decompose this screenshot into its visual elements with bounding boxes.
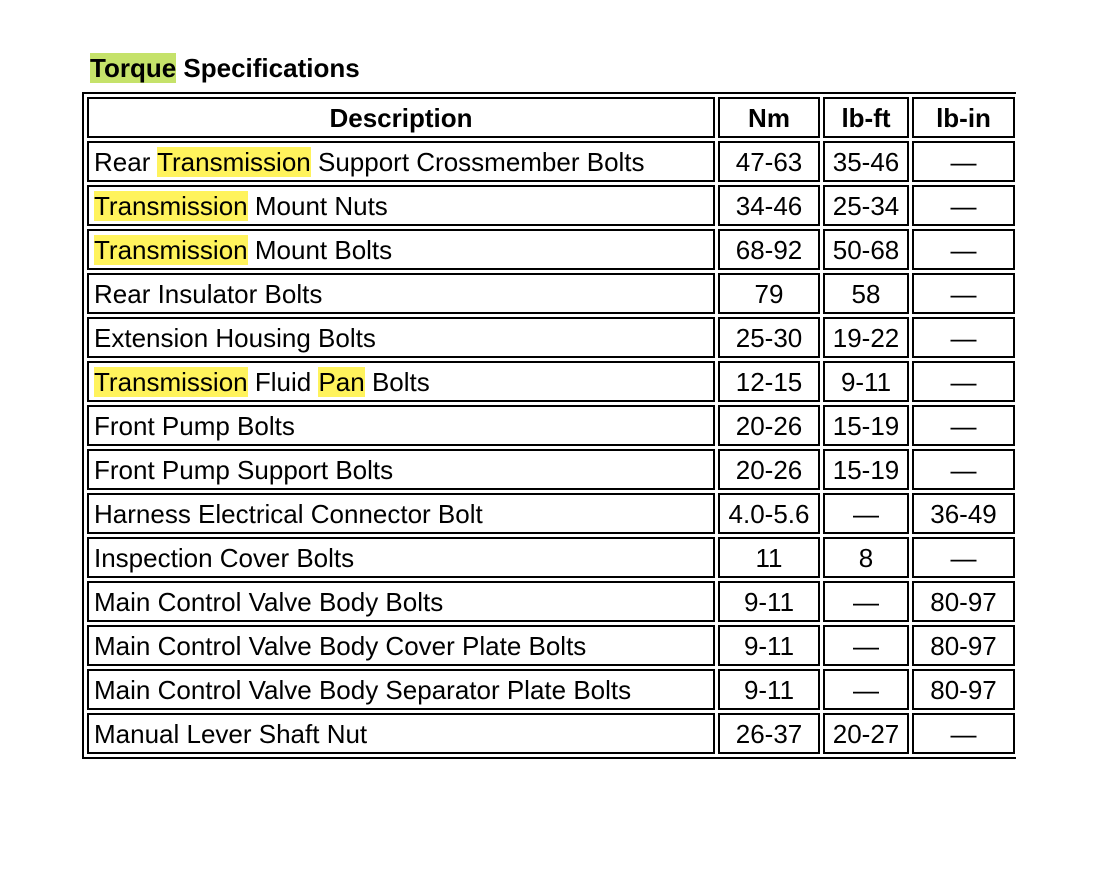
table-row bbox=[87, 581, 1015, 622]
cell-description bbox=[87, 405, 715, 446]
description-text: Bolts bbox=[364, 366, 430, 397]
table-row bbox=[87, 317, 1015, 358]
cell-nm: 34-46 bbox=[718, 185, 820, 226]
description-text: Harness Electrical Connector Bolt bbox=[94, 498, 483, 529]
cell-lb-ft: 19-22 bbox=[823, 317, 909, 358]
description-text: Support Crossmember Bolts bbox=[310, 146, 645, 177]
cell-description bbox=[87, 185, 715, 226]
description-text: Main Control Valve Body Separator Plate Bolts bbox=[94, 674, 632, 705]
cell-lb-in: — bbox=[912, 185, 1015, 226]
table-row bbox=[87, 229, 1015, 270]
cell-lb-ft: 35-46 bbox=[823, 141, 909, 182]
title-highlight: Torque bbox=[90, 53, 177, 83]
cell-lb-in: — bbox=[912, 141, 1015, 182]
cell-description bbox=[87, 669, 715, 710]
description-text: Front Pump Support Bolts bbox=[94, 454, 394, 485]
cell-nm: 26-37 bbox=[718, 713, 820, 754]
table-row bbox=[87, 625, 1015, 666]
page-title bbox=[90, 51, 360, 85]
cell-lb-ft: 50-68 bbox=[823, 229, 909, 270]
cell-nm: 9-11 bbox=[718, 669, 820, 710]
header-description: Description bbox=[87, 97, 715, 138]
cell-lb-in: 80-97 bbox=[912, 669, 1015, 710]
table-row bbox=[87, 713, 1015, 754]
cell-nm: 79 bbox=[718, 273, 820, 314]
cell-description bbox=[87, 317, 715, 358]
cell-description bbox=[87, 625, 715, 666]
header-lb-in: lb-in bbox=[912, 97, 1015, 138]
torque-specifications-table bbox=[82, 92, 1016, 759]
cell-lb-ft: — bbox=[823, 669, 909, 710]
cell-nm: 68-92 bbox=[718, 229, 820, 270]
description-text: Extension Housing Bolts bbox=[94, 322, 376, 353]
description-text: Rear Insulator Bolts bbox=[94, 278, 323, 309]
table-row bbox=[87, 537, 1015, 578]
cell-lb-ft: — bbox=[823, 581, 909, 622]
highlighted-term: Transmission bbox=[94, 366, 248, 397]
header-nm: Nm bbox=[718, 97, 820, 138]
cell-description bbox=[87, 361, 715, 402]
description-text: Mount Nuts bbox=[247, 190, 388, 221]
cell-lb-ft: 15-19 bbox=[823, 405, 909, 446]
cell-lb-in: — bbox=[912, 273, 1015, 314]
cell-nm: 20-26 bbox=[718, 449, 820, 490]
cell-description bbox=[87, 141, 715, 182]
cell-lb-ft: 15-19 bbox=[823, 449, 909, 490]
cell-nm: 20-26 bbox=[718, 405, 820, 446]
torque-table-container bbox=[82, 92, 1016, 834]
cell-lb-in: — bbox=[912, 405, 1015, 446]
description-text: Mount Bolts bbox=[247, 234, 393, 265]
cell-nm: 4.0-5.6 bbox=[718, 493, 820, 534]
cell-nm: 9-11 bbox=[718, 625, 820, 666]
cell-lb-ft: — bbox=[823, 625, 909, 666]
cell-lb-ft: — bbox=[823, 493, 909, 534]
highlighted-term: Transmission bbox=[157, 146, 311, 177]
cell-lb-ft: 25-34 bbox=[823, 185, 909, 226]
cell-lb-in: — bbox=[912, 713, 1015, 754]
cell-description bbox=[87, 493, 715, 534]
description-text: Main Control Valve Body Cover Plate Bolts bbox=[94, 630, 587, 661]
table-row bbox=[87, 361, 1015, 402]
cell-lb-ft: 8 bbox=[823, 537, 909, 578]
cell-lb-ft: 20-27 bbox=[823, 713, 909, 754]
cell-lb-ft: 9-11 bbox=[823, 361, 909, 402]
table-row bbox=[87, 493, 1015, 534]
cell-lb-in: — bbox=[912, 361, 1015, 402]
cell-description bbox=[87, 581, 715, 622]
table-row bbox=[87, 669, 1015, 710]
cell-description bbox=[87, 273, 715, 314]
description-text: Rear bbox=[94, 146, 158, 177]
table-header-row bbox=[87, 97, 1015, 138]
cell-description bbox=[87, 449, 715, 490]
cell-nm: 11 bbox=[718, 537, 820, 578]
cell-lb-in: 36-49 bbox=[912, 493, 1015, 534]
highlighted-term: Transmission bbox=[94, 234, 248, 265]
cell-lb-in: — bbox=[912, 449, 1015, 490]
description-text: Main Control Valve Body Bolts bbox=[94, 586, 444, 617]
cell-nm: 12-15 bbox=[718, 361, 820, 402]
cell-nm: 47-63 bbox=[718, 141, 820, 182]
highlighted-term: Transmission bbox=[94, 190, 248, 221]
cell-lb-in: 80-97 bbox=[912, 581, 1015, 622]
header-lb-ft: lb-ft bbox=[823, 97, 909, 138]
table-row bbox=[87, 185, 1015, 226]
description-text: Inspection Cover Bolts bbox=[94, 542, 355, 573]
table-row bbox=[87, 273, 1015, 314]
cell-lb-in: — bbox=[912, 537, 1015, 578]
highlighted-term: Pan bbox=[318, 366, 365, 397]
description-text: Front Pump Bolts bbox=[94, 410, 295, 441]
description-text: Fluid bbox=[247, 366, 319, 397]
cell-lb-in: — bbox=[912, 229, 1015, 270]
table-body bbox=[87, 141, 1015, 754]
table-row bbox=[87, 141, 1015, 182]
table-row bbox=[87, 449, 1015, 490]
cell-nm: 25-30 bbox=[718, 317, 820, 358]
title-rest: Specifications bbox=[176, 53, 360, 83]
cell-nm: 9-11 bbox=[718, 581, 820, 622]
description-text: Manual Lever Shaft Nut bbox=[94, 718, 368, 749]
cell-description bbox=[87, 713, 715, 754]
cell-lb-in: — bbox=[912, 317, 1015, 358]
cell-description bbox=[87, 537, 715, 578]
cell-lb-ft: 58 bbox=[823, 273, 909, 314]
cell-description bbox=[87, 229, 715, 270]
cell-lb-in: 80-97 bbox=[912, 625, 1015, 666]
table-row bbox=[87, 405, 1015, 446]
